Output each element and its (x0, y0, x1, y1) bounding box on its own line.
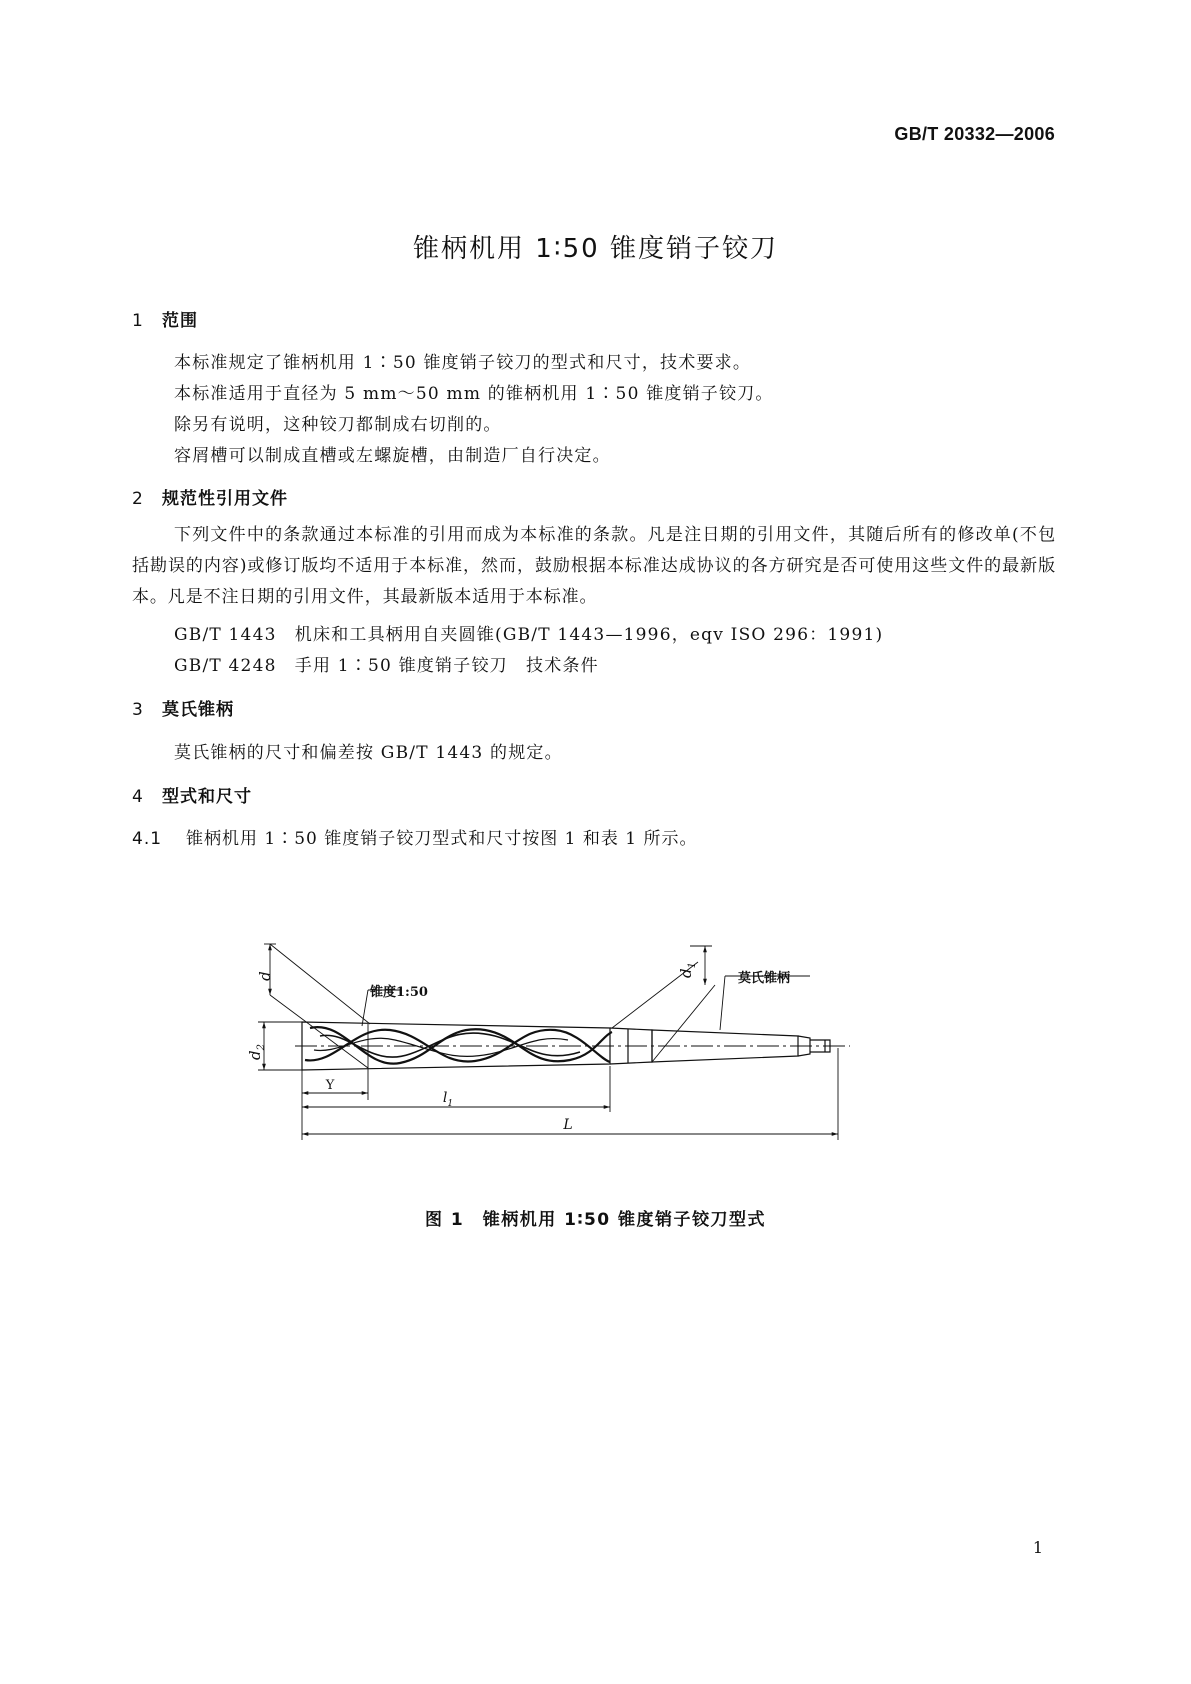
reference-item: GB/T 4248 手用 1∶50 锥度销子铰刀 技术条件 (174, 656, 599, 676)
document-title: 锥柄机用 1∶50 锥度销子铰刀 (413, 234, 778, 264)
section-number: 1 (132, 311, 144, 331)
paragraph: 容屑槽可以制成直槽或左螺旋槽，由制造厂自行决定。 (174, 446, 611, 466)
section-title: 莫氏锥柄 (162, 700, 234, 720)
label-l1-base: l (442, 1090, 448, 1106)
label-d2-base: d (246, 1050, 264, 1060)
page-number: 1 (1032, 1538, 1043, 1557)
figure-caption: 图 1 锥柄机用 1∶50 锥度销子铰刀型式 (424, 1210, 767, 1230)
paragraph: 下列文件中的条款通过本标准的引用而成为本标准的条款。凡是注日期的引用文件，其随后所有的修改单(不包括勘误的内容)或修订版均不适用于本标准，然而，鼓励根据本标准达成协议的各方研究是否可使用这些文件的最新版本。凡是不注日期的引用文件，其最新版本适用于本标准。 (132, 525, 1056, 607)
label-y: Y (325, 1078, 335, 1093)
section-number: 4 (132, 787, 144, 807)
label-l1 (443, 1090, 453, 1109)
label-d1 (677, 962, 698, 978)
reamer-drawing (246, 950, 930, 1190)
paragraph: 本标准适用于直径为 5 mm～50 mm 的锥柄机用 1∶50 锥度销子铰刀。 (174, 384, 774, 404)
reference-item: GB/T 1443 机床和工具柄用自夹圆锥(GB/T 1443—1996，eqv ISO 296：1991) (174, 625, 884, 645)
label-taper: 锥度1:50 (370, 985, 428, 1000)
subclause-number: 4.1 (132, 829, 163, 849)
subclause-text: 锥柄机用 1∶50 锥度销子铰刀型式和尺寸按图 1 和表 1 所示。 (186, 829, 698, 849)
section-title: 型式和尺寸 (162, 787, 252, 807)
paragraph: 本标准规定了锥柄机用 1∶50 锥度销子铰刀的型式和尺寸，技术要求。 (174, 353, 752, 373)
section-number: 2 (132, 489, 144, 509)
section-3-heading (132, 695, 234, 720)
subclause-4-1 (132, 824, 698, 849)
label-morse-shank: 莫氏锥柄 (738, 971, 791, 986)
label-d1-base: d (677, 968, 695, 978)
section-number: 3 (132, 700, 144, 720)
section-1-heading (132, 306, 198, 331)
label-d2-sub: 2 (256, 1044, 267, 1051)
section-title: 规范性引用文件 (162, 489, 288, 509)
section-title: 范围 (162, 311, 198, 331)
label-d2 (246, 1044, 267, 1060)
label-l: L (563, 1117, 573, 1133)
label-d: d (256, 971, 274, 981)
label-d1-sub: 1 (687, 962, 698, 969)
paragraph: 莫氏锥柄的尺寸和偏差按 GB/T 1443 的规定。 (174, 743, 563, 763)
section-2-heading (132, 484, 288, 509)
section-4-heading (132, 782, 252, 807)
paragraph: 除另有说明，这种铰刀都制成右切削的。 (174, 415, 502, 435)
standard-number: GB/T 20332—2006 (894, 124, 1055, 144)
label-l1-sub: 1 (447, 1099, 454, 1109)
